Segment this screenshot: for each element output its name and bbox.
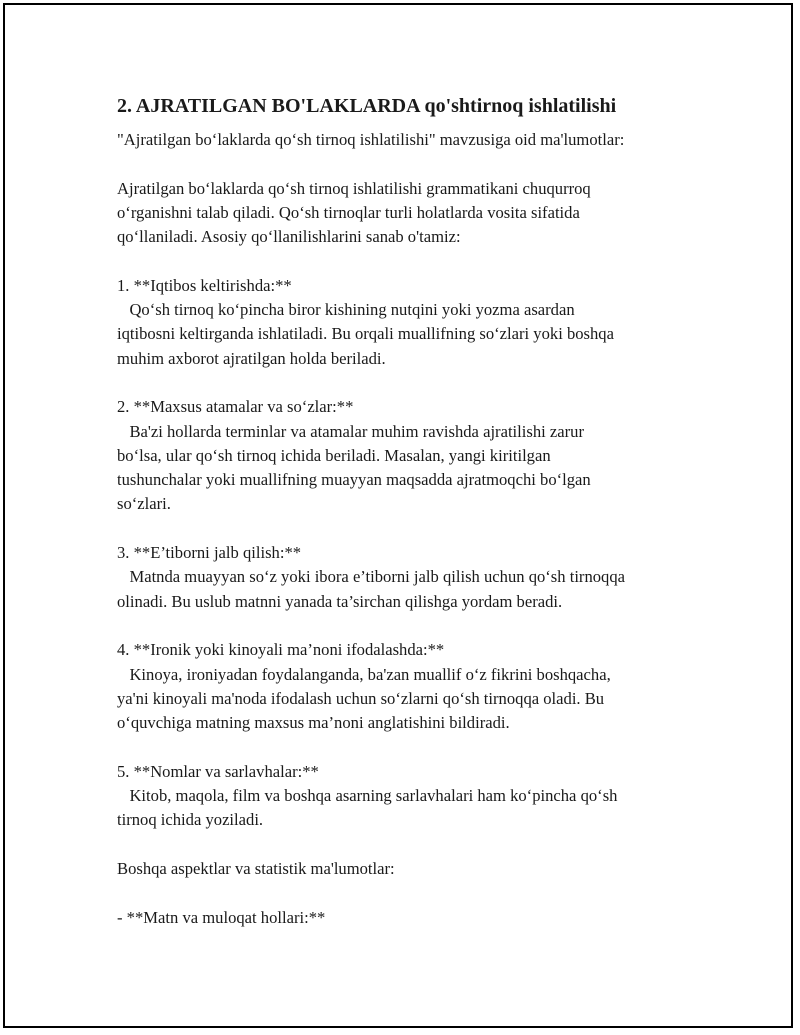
text-line: 5. **Nomlar va sarlavhalar:** — [117, 761, 319, 781]
blank-line — [117, 833, 697, 857]
text-line: Boshqa aspektlar va statistik ma'lumotlar: — [117, 858, 395, 878]
text-line: 4. **Ironik yoki kinoyali ma’noni ifodalashda:** — [117, 640, 445, 660]
blank-line — [117, 614, 697, 638]
blank-line — [117, 249, 697, 273]
blank-line — [117, 371, 697, 395]
document-body — [117, 93, 697, 930]
text-line: - **Matn va muloqat hollari:** — [117, 907, 326, 927]
section-heading: 2. AJRATILGAN BO'LAKLARDA qo'shtirnoq ishlatilishi — [117, 95, 617, 117]
text-line: 2. **Maxsus atamalar va so‘zlar:** — [117, 397, 354, 417]
text-line: Qo‘sh tirnoq ko‘pincha biror kishining nutqini yoki yozma asardan — [117, 300, 575, 320]
text-line: 3. **E’tiborni jalb qilish:** — [117, 543, 302, 563]
text-line: so‘zlari. — [117, 494, 171, 514]
text-line: ya'ni kinoyali ma'noda ifodalash uchun so‘zlarni qo‘sh tirnoqqa oladi. Bu — [117, 688, 605, 708]
text-line: tushunchalar yoki muallifning muayyan maqsadda ajratmoqchi bo‘lgan — [117, 470, 591, 490]
text-line: iqtibosni keltirganda ishlatiladi. Bu orqali muallifning so‘zlari yoki boshqa — [117, 324, 614, 344]
text-line: Ba'zi hollarda terminlar va atamalar muhim ravishda ajratilishi zarur — [117, 421, 584, 441]
text-line: Kitob, maqola, film va boshqa asarning sarlavhalari ham ko‘pincha qo‘sh — [117, 786, 618, 806]
text-line: qo‘llaniladi. Asosiy qo‘llanilishlarini sanab o'tamiz: — [117, 227, 461, 247]
text-line: bo‘lsa, ular qo‘sh tirnoq ichida beriladi. Masalan, yangi kiritilgan — [117, 445, 551, 465]
text-line: Ajratilgan bo‘laklarda qo‘sh tirnoq ishlatilishi grammatikani chuqurroq — [117, 178, 591, 198]
document-text — [117, 128, 697, 930]
text-line: o‘rganishni talab qiladi. Qo‘sh tirnoqlar turli holatlarda vosita sifatida — [117, 202, 580, 222]
text-line: o‘quvchiga matning maxsus ma’noni anglatishini bildiradi. — [117, 713, 510, 733]
text-line: tirnoq ichida yoziladi. — [117, 810, 264, 830]
text-line: 1. **Iqtibos keltirishda:** — [117, 275, 292, 295]
text-line: Kinoya, ironiyadan foydalanganda, ba'zan muallif o‘z fikrini boshqacha, — [117, 664, 611, 684]
text-line: olinadi. Bu uslub matnni yanada ta’sirchan qilishga yordam beradi. — [117, 591, 563, 611]
blank-line — [117, 881, 697, 905]
blank-line — [117, 152, 697, 176]
text-line: "Ajratilgan bo‘laklarda qo‘sh tirnoq ishlatilishi" mavzusiga oid ma'lumotlar: — [117, 130, 625, 149]
text-line: Matnda muayyan so‘z yoki ibora e’tiborni jalb qilish uchun qo‘sh tirnoqqa — [117, 567, 626, 587]
blank-line — [117, 735, 697, 759]
text-line: muhim axborot ajratilgan holda beriladi. — [117, 348, 386, 368]
blank-line — [117, 517, 697, 541]
